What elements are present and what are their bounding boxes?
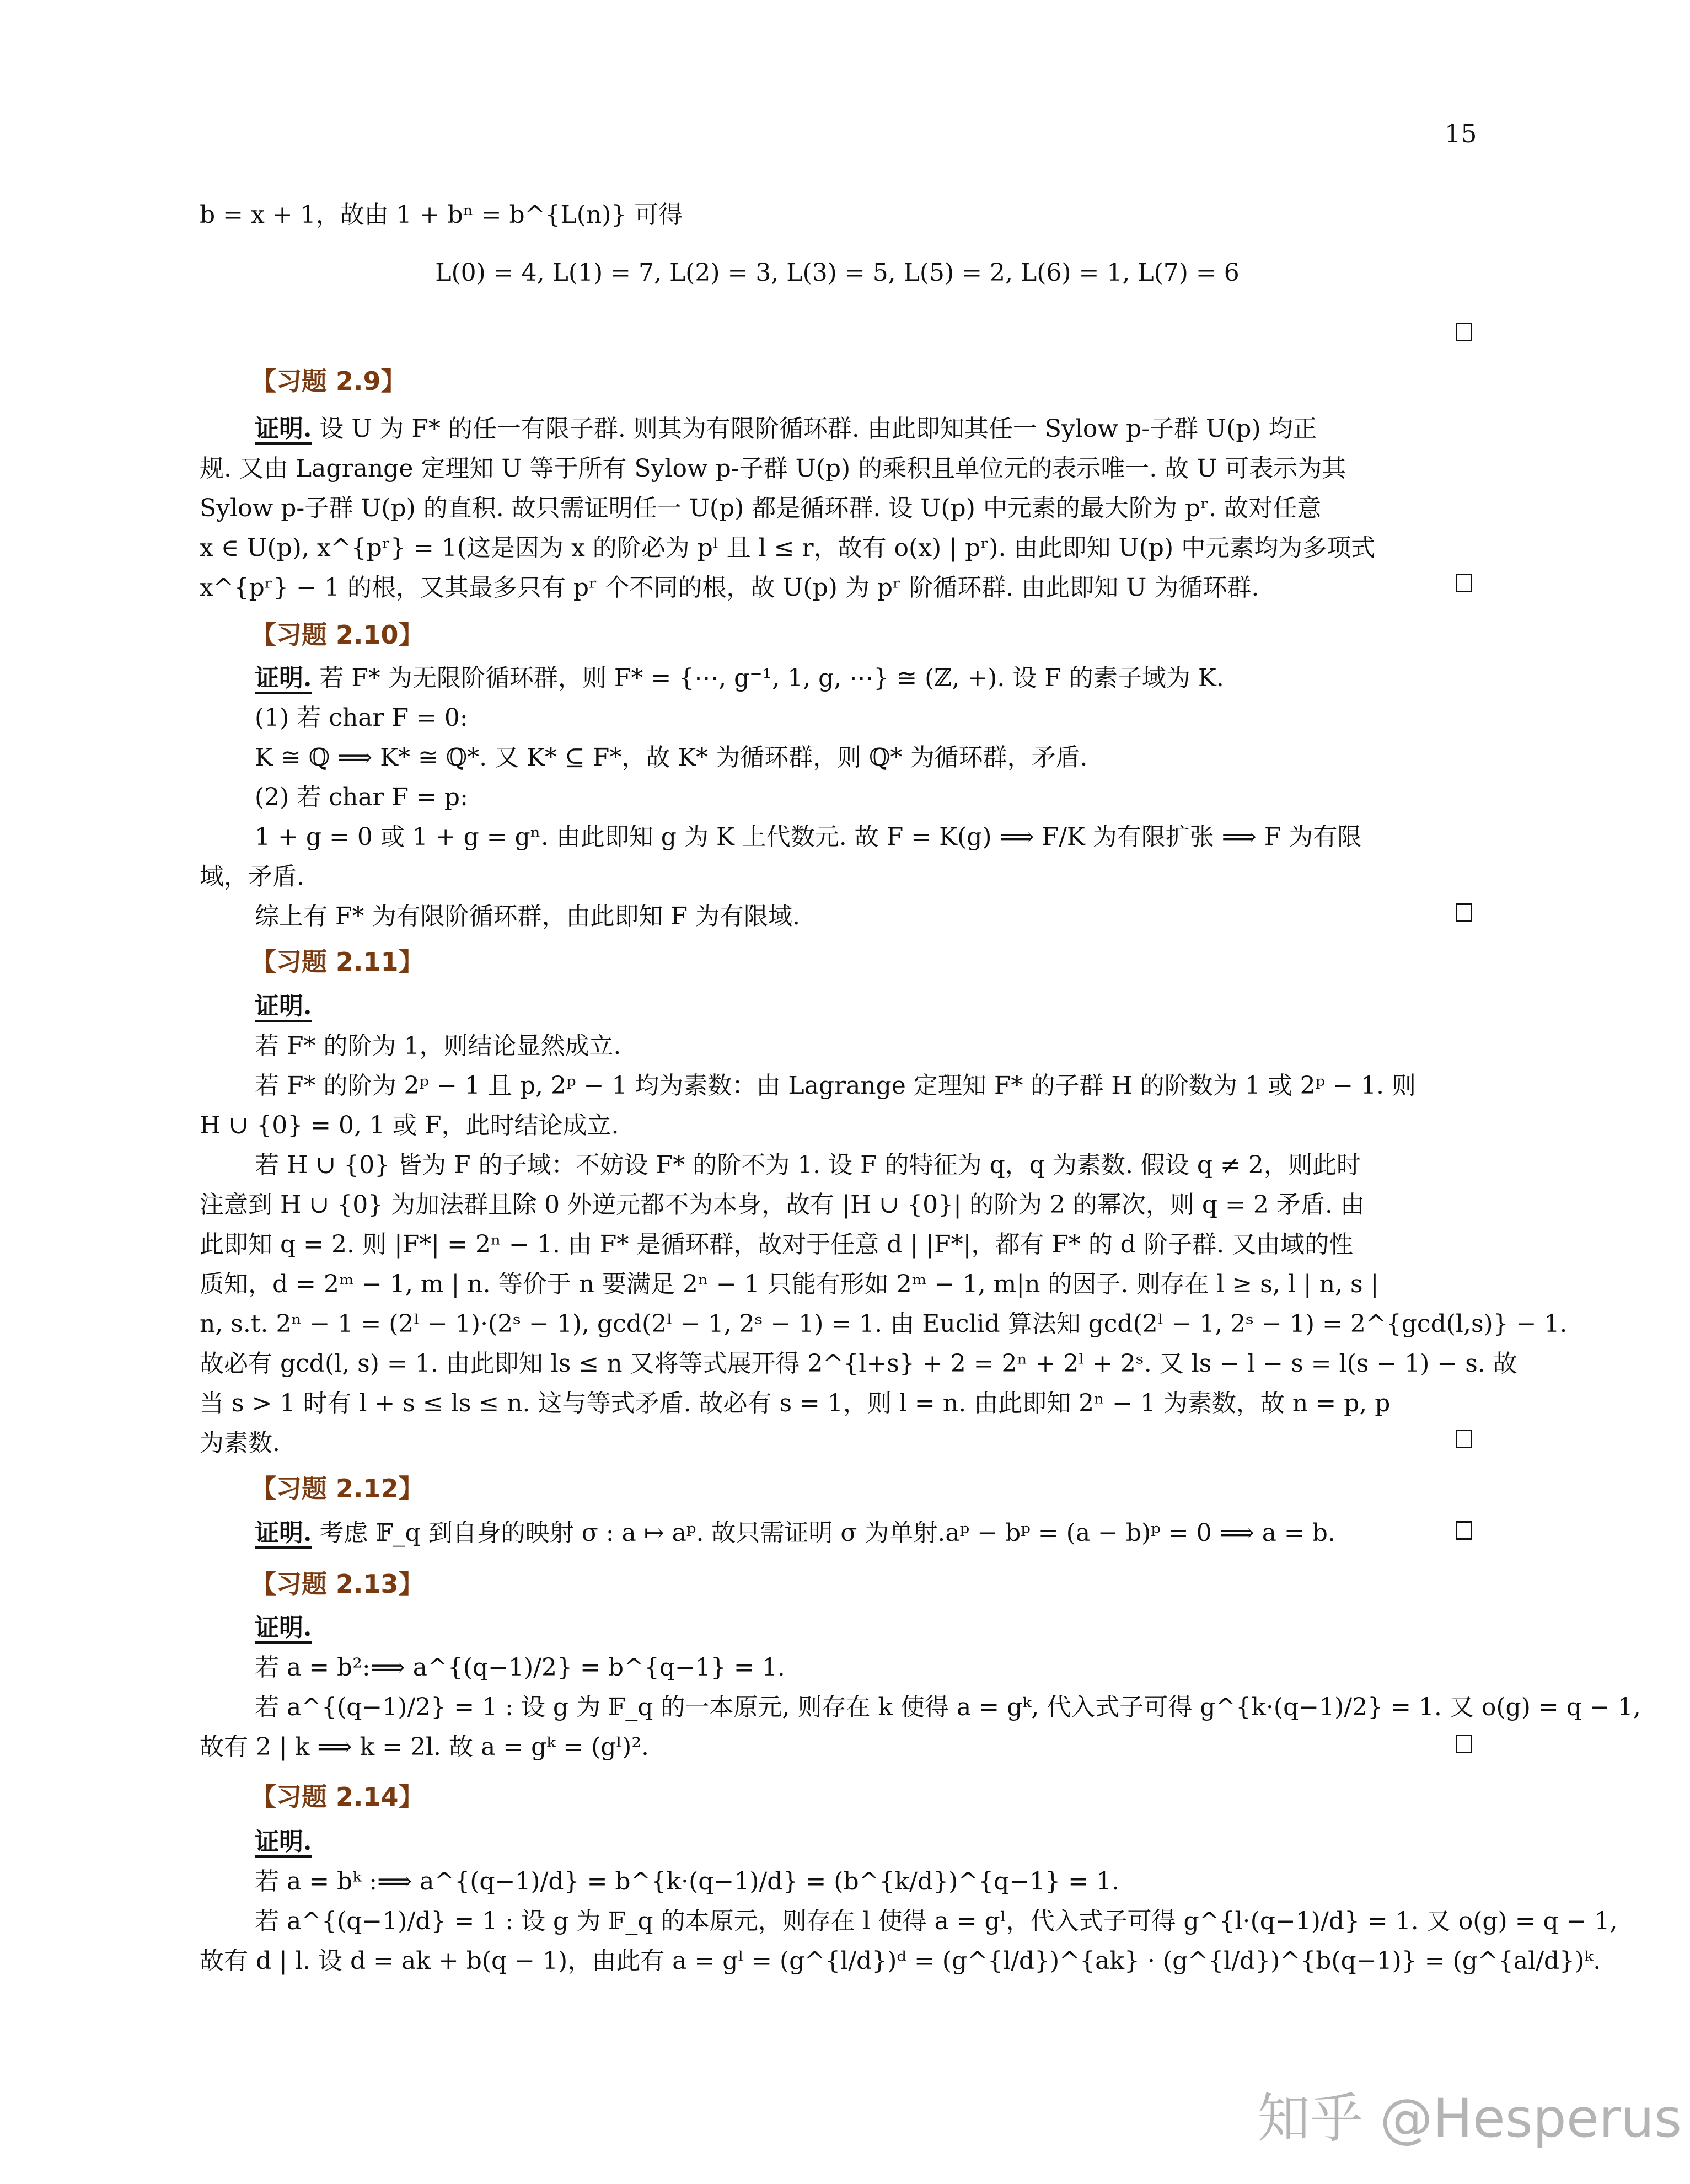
- proof-label-line: [255, 990, 1475, 1023]
- proof-line: 当 s > 1 时有 l + s ≤ ls ≤ n. 这与等式矛盾. 故必有 s = 1，则 l = n. 由此即知 2ⁿ − 1 为素数，故 n = p, p: [200, 1389, 1391, 1417]
- qed-symbol: [1456, 903, 1472, 922]
- proof-line: 域，矛盾.: [200, 863, 304, 891]
- proof-line: 1 + g = 0 或 1 + g = gⁿ. 由此即知 g 为 K 上代数元. 故 F = K(g) ⟹ F/K 为有限扩张 ⟹ F 为有限: [255, 823, 1362, 851]
- intro-line: b = x + 1，故由 1 + bⁿ = b^{L(n)} 可得: [200, 201, 683, 229]
- qed-symbol: [1456, 1735, 1472, 1753]
- proof-line: 证明. 设 U 为 F* 的任一有限子群. 则其为有限阶循环群. 由此即知其任一 Sylow p-子群 U(p) 均正: [255, 415, 1317, 443]
- proof-line: n, s.t. 2ⁿ − 1 = (2ˡ − 1)·(2ˢ − 1), gcd(2ˡ − 1, 2ˢ − 1) = 1. 由 Euclid 算法知 gcd(2ˡ − 1, 2ˢ − 1) = 2^{gcd(l,s)} − 1.: [200, 1310, 1568, 1338]
- exercise-heading-2-11: 【习题 2.11】: [251, 947, 424, 977]
- proof-line: 若 a = b²:⟹ a^{(q−1)/2} = b^{q−1} = 1.: [255, 1653, 785, 1682]
- proof-line: 若 a = bᵏ :⟹ a^{(q−1)/d} = b^{k·(q−1)/d} = (b^{k/d})^{q−1} = 1.: [255, 1867, 1119, 1896]
- proof-line: H ∪ {0} = 0, 1 或 F，此时结论成立.: [200, 1111, 619, 1139]
- proof-line: 为素数.: [200, 1429, 280, 1457]
- proof-line: 质知，d = 2ᵐ − 1, m | n. 等价于 n 要满足 2ⁿ − 1 只能有形如 2ᵐ − 1, m|n 的因子. 则存在 l ≥ s, l | n, s |: [200, 1270, 1379, 1298]
- proof-line: Sylow p-子群 U(p) 的直积. 故只需证明任一 U(p) 都是循环群. 设 U(p) 中元素的最大阶为 pʳ. 故对任意: [200, 494, 1322, 522]
- page-number: 15: [1445, 119, 1477, 148]
- exercise-heading-2-14: 【习题 2.14】: [251, 1782, 424, 1812]
- proof-line: 规. 又由 Lagrange 定理知 U 等于所有 Sylow p-子群 U(p) 的乘积且单位元的表示唯一. 故 U 可表示为其: [200, 454, 1346, 483]
- proof-line: x^{pʳ} − 1 的根，又其最多只有 pʳ 个不同的根，故 U(p) 为 pʳ 阶循环群. 由此即知 U 为循环群.: [200, 574, 1259, 602]
- proof-line: 若 a^{(q−1)/d} = 1 : 设 g 为 𝔽_q 的本原元，则存在 l 使得 a = gˡ，代入式子可得 g^{l·(q−1)/d} = 1. 又 o(g) = q − 1,: [255, 1907, 1618, 1935]
- proof-label: 证明.: [255, 1828, 312, 1856]
- proof-line: 若 F* 的阶为 1，则结论显然成立.: [255, 1032, 621, 1060]
- exercise-heading-2-9: 【习题 2.9】: [251, 366, 406, 396]
- proof-line: 故必有 gcd(l, s) = 1. 由此即知 ls ≤ n 又将等式展开得 2^{l+s} + 2 = 2ⁿ + 2ˡ + 2ˢ. 又 ls − l − s = l(s − 1) − s. 故: [200, 1350, 1517, 1378]
- proof-line: 注意到 H ∪ {0} 为加法群且除 0 外逆元都不为本身，故有 |H ∪ {0}| 的阶为 2 的幂次，则 q = 2 矛盾. 由: [200, 1191, 1365, 1219]
- exercise-heading-2-12: 【习题 2.12】: [251, 1474, 424, 1503]
- proof-line: K ≅ ℚ ⟹ K* ≅ ℚ*. 又 K* ⊆ F*，故 K* 为循环群，则 ℚ* 为循环群，矛盾.: [255, 743, 1088, 772]
- proof-line: x ∈ U(p), x^{pʳ} = 1(这是因为 x 的阶必为 pˡ 且 l ≤ r，故有 o(x) | pʳ). 由此即知 U(p) 中元素均为多项式: [200, 534, 1376, 562]
- qed-symbol: [1456, 323, 1472, 341]
- proof-label: 证明.: [255, 415, 312, 443]
- proof-line: 综上有 F* 为有限阶循环群，由此即知 F 为有限域.: [255, 902, 800, 930]
- qed-symbol: [1456, 1430, 1472, 1448]
- proof-label-line: [255, 1612, 1475, 1645]
- proof-label: 证明.: [255, 1519, 312, 1547]
- qed-symbol: [1456, 1521, 1472, 1540]
- exercise-heading-2-13: 【习题 2.13】: [251, 1569, 424, 1599]
- qed-symbol: [1456, 574, 1472, 592]
- proof-line: (2) 若 char F = p:: [255, 783, 468, 811]
- proof-line: (1) 若 char F = 0:: [255, 704, 468, 732]
- proof-line: 故有 2 | k ⟹ k = 2l. 故 a = gᵏ = (gˡ)².: [200, 1733, 649, 1761]
- proof-label: 证明.: [255, 664, 312, 692]
- proof-line: 若 H ∪ {0} 皆为 F 的子域：不妨设 F* 的阶不为 1. 设 F 的特征为 q，q 为素数. 假设 q ≠ 2，则此时: [255, 1151, 1361, 1179]
- proof-line: 证明. 考虑 𝔽_q 到自身的映射 σ : a ↦ aᵖ. 故只需证明 σ 为单射.aᵖ − bᵖ = (a − b)ᵖ = 0 ⟹ a = b.: [255, 1519, 1335, 1547]
- proof-line: 若 F* 的阶为 2ᵖ − 1 且 p, 2ᵖ − 1 均为素数：由 Lagrange 定理知 F* 的子群 H 的阶数为 1 或 2ᵖ − 1. 则: [255, 1072, 1417, 1100]
- proof-line: 证明. 若 F* 为无限阶循环群，则 F* = {⋯, g⁻¹, 1, g, ⋯} ≅ (ℤ, +). 设 F 的素子域为 K.: [255, 664, 1224, 692]
- proof-line: 此即知 q = 2. 则 |F*| = 2ⁿ − 1. 由 F* 是循环群，故对于任意 d | |F*|，都有 F* 的 d 阶子群. 又由域的性: [200, 1230, 1354, 1259]
- proof-line: 若 a^{(q−1)/2} = 1 : 设 g 为 𝔽_q 的一本原元, 则存在 k 使得 a = gᵏ, 代入式子可得 g^{k·(q−1)/2} = 1. 又 o(g) = q − 1,: [255, 1693, 1641, 1721]
- proof-line: 故有 d | l. 设 d = ak + b(q − 1)，由此有 a = gˡ = (g^{l/d})ᵈ = (g^{l/d})^{ak} · (g^{l/d})^{b(q−1)} = (g^{al/d})ᵏ.: [200, 1947, 1601, 1975]
- proof-label-line: [255, 1826, 1475, 1859]
- proof-label: 证明.: [255, 1614, 312, 1642]
- zhihu-watermark: 知乎 @Hesperus: [1257, 2087, 1682, 2149]
- exercise-heading-2-10: 【习题 2.10】: [251, 620, 424, 650]
- display-equation: L(0) = 4, L(1) = 7, L(2) = 3, L(3) = 5, L(5) = 2, L(6) = 1, L(7) = 6: [435, 259, 1240, 287]
- proof-label: 证明.: [255, 992, 312, 1020]
